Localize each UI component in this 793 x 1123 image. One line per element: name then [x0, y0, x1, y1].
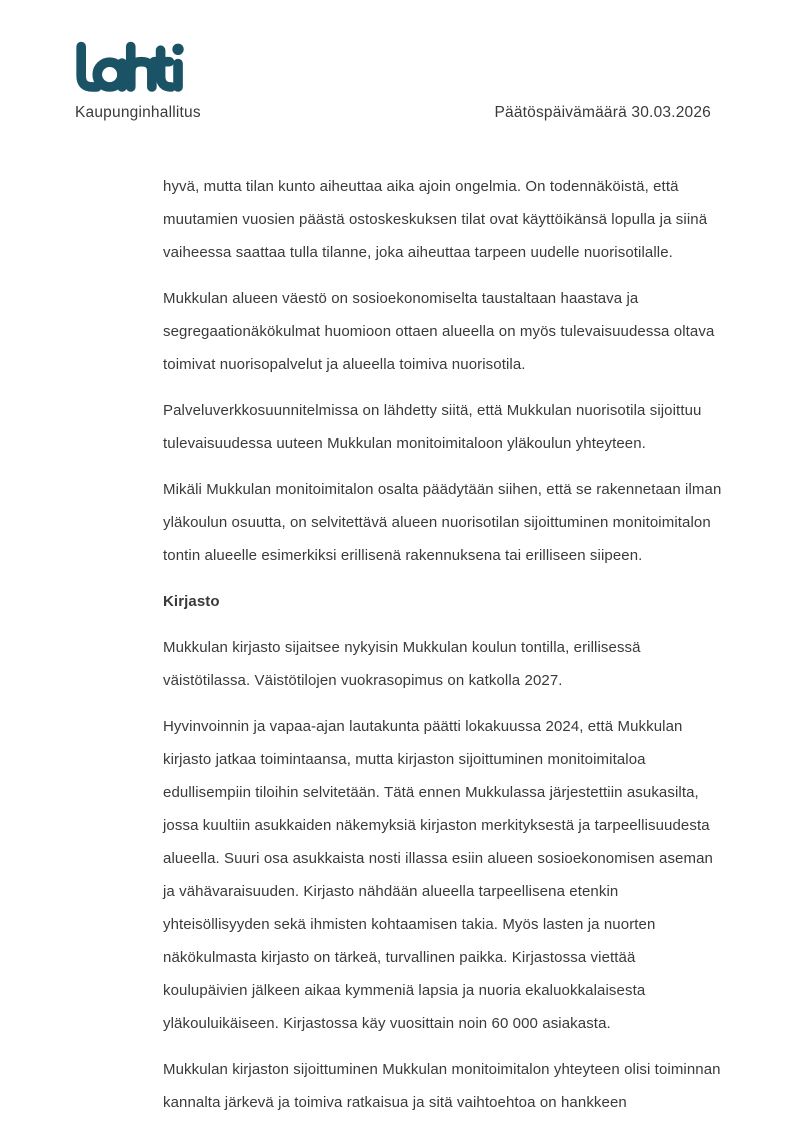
page-header [75, 104, 711, 122]
paragraph: Mikäli Mukkulan monitoimitalon osalta päädytään siihen, että se rakennetaan ilman yläkoulun osuutta, on selvitettävä alueen nuorisotilan sijoittuminen monitoimitalon tontin alueelle esimerkiksi erillisenä rakennuksena tai erilliseen siipeen. [163, 481, 722, 564]
paragraph: Mukkulan kirjaston sijoittuminen Mukkulan monitoimitalon yhteyteen olisi toiminnan kannalta järkevä ja toimiva ratkaisua ja sitä vaihtoehtoa on hankkeen [163, 1061, 721, 1111]
committee-name: Kaupunginhallitus [75, 104, 201, 121]
lahti-wordmark-icon [72, 41, 184, 98]
paragraph: Mukkulan kirjasto sijaitsee nykyisin Mukkulan koulun tontilla, erillisessä väistötilassa. Väistötilojen vuokrasopimus on katkolla 2027. [163, 639, 641, 689]
section-heading: Kirjasto [163, 593, 220, 610]
decision-date: Päätöspäivämäärä 30.03.2026 [494, 104, 711, 121]
paragraph: Mukkulan alueen väestö on sosioekonomiselta taustaltaan haastava ja segregaationäkökulmat huomioon ottaen alueella on myös tulevaisuudessa oltava toimivat nuorisopalvelut ja alueella toimiva nuorisotila. [163, 290, 715, 373]
document-body [163, 170, 723, 1123]
lahti-logo-text [72, 98, 73, 99]
paragraph: hyvä, mutta tilan kunto aiheuttaa aika ajoin ongelmia. On todennäköistä, että muutamien vuosien päästä ostoskeskuksen tilat ovat käyttöikänsä lopulla ja siinä vaiheessa saattaa tulla tilanne, joka aiheuttaa tarpeen uudelle nuorisotilalle. [163, 178, 708, 261]
lahti-logo [72, 41, 184, 98]
paragraph: Hyvinvoinnin ja vapaa-ajan lautakunta päätti lokakuussa 2024, että Mukkulan kirjasto jatkaa toimintaansa, mutta kirjaston sijoittuminen monitoimitaloa edullisempiin tiloihin selvitetään. Tätä ennen Mukkulassa järjestettiin asukasilta, jossa kuultiin asukkaiden näkemyksiä kirjaston merkityksestä ja tarpeellisuudesta alueella. Suuri osa asukkaista nosti illassa esiin alueen sosioekonomisen aseman ja vähävaraisuuden. Kirjasto nähdään alueella tarpeellisena etenkin yhteisöllisyyden sekä ihmisten kohtaamisen takia. Myös lasten ja nuorten näkökulmasta kirjasto on tärkeä, turvallinen paikka. Kirjastossa viettää koulupäivien jälkeen aikaa kymmeniä lapsia ja nuoria ekaluokkalaisesta yläkouluikäiseen. Kirjastossa käy vuosittain noin 60 000 asiakasta. [163, 718, 713, 1032]
paragraph: Palveluverkkosuunnitelmissa on lähdetty siitä, että Mukkulan nuorisotila sijoittuu tulevaisuudessa uuteen Mukkulan monitoimitaloon yläkoulun yhteyteen. [163, 402, 702, 452]
